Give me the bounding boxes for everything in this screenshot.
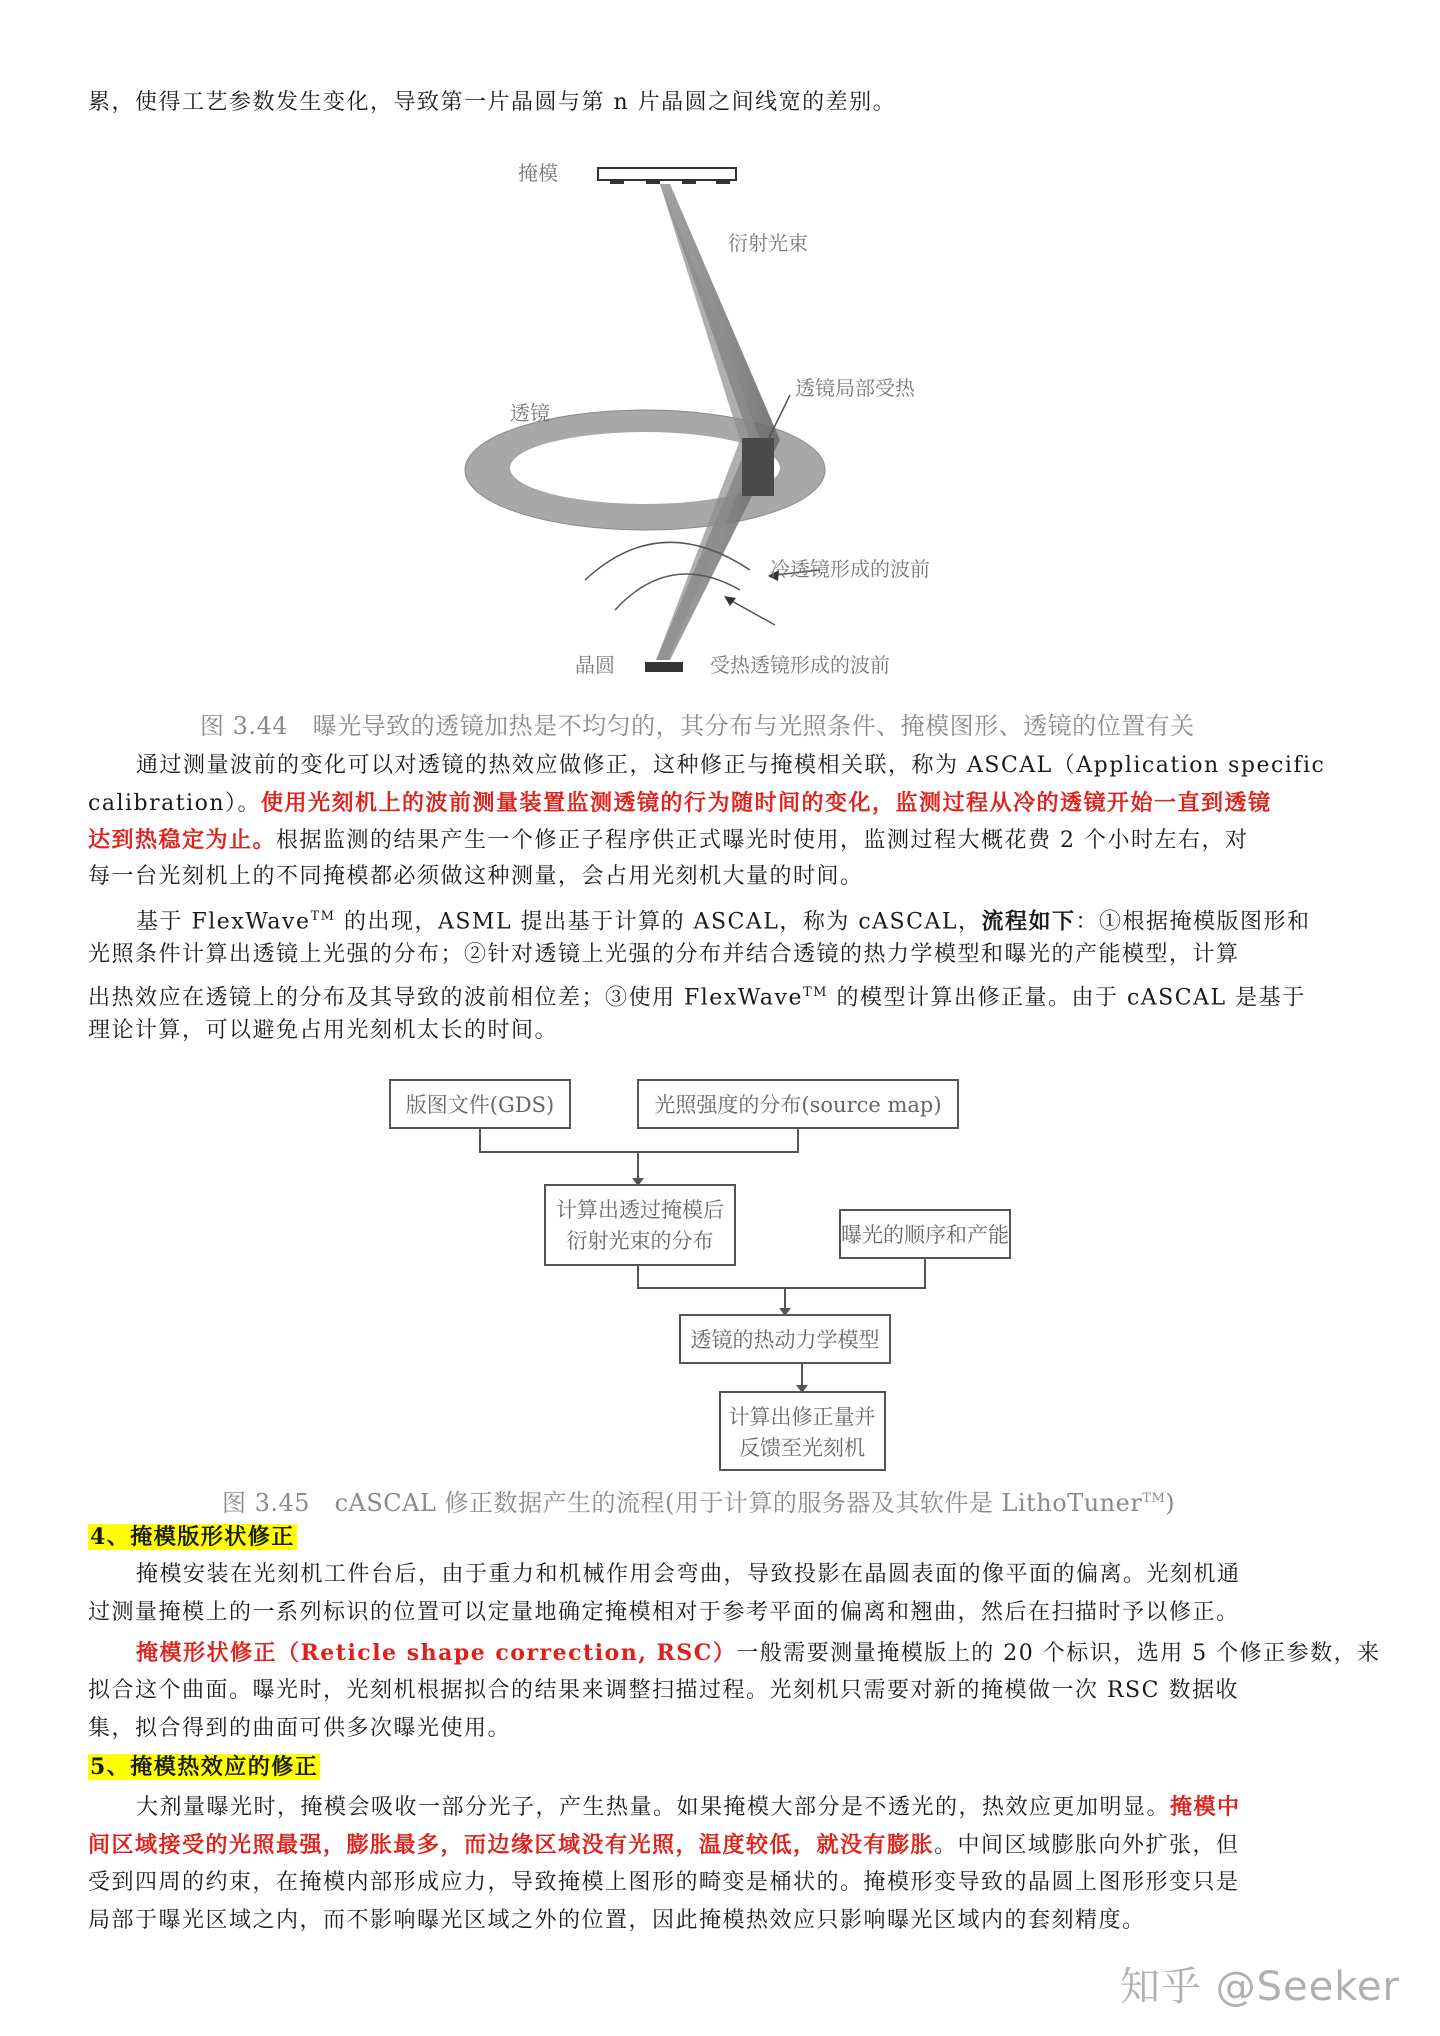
text-line: 拟合这个曲面。曝光时，光刻机根据拟合的结果来调整扫描过程。光刻机只需要对新的掩模做一次 RSC 数据收 [88, 1678, 1239, 1703]
text-line: 光照条件计算出透镜上光强的分布；②针对透镜上光强的分布并结合透镜的热力学模型和曝光的产能模型，计算 [88, 942, 1240, 967]
label-cold-wavefront: 冷透镜形成的波前 [770, 557, 930, 581]
flow-text-feedback-2: 反馈至光刻机 [739, 1436, 865, 1460]
flow-text-thermo: 透镜的热动力学模型 [690, 1328, 880, 1352]
text-line: 集，拟合得到的曲面可供多次曝光使用。 [88, 1716, 512, 1741]
mask-plate [598, 168, 736, 180]
label-diffracted-beam: 衍射光束 [728, 231, 808, 255]
label-lens-local-heating: 透镜局部受热 [795, 376, 915, 400]
label-lens: 透镜 [510, 401, 550, 425]
text-line: 出热效应在透镜上的分布及其导致的波前相位差；③使用 FlexWave™ 的模型计算出修正量。由于 cASCAL 是基于 [88, 985, 1306, 1011]
text-line: 掩模形状修正（Reticle shape correction, RSC）一般需要测量掩模版上的 20 个标识，选用 5 个修正参数，来 [136, 1640, 1381, 1666]
flow-text-calc-2: 衍射光束的分布 [566, 1229, 714, 1253]
watermark: 知乎 @Seeker [1119, 1964, 1400, 2010]
heated-patch [742, 438, 774, 496]
text-line: 基于 FlexWave™ 的出现，ASML 提出基于计算的 ASCAL，称为 cASCAL，流程如下：①根据掩模版图形和 [136, 908, 1311, 935]
text-line: 受到四周的约束，在掩模内部形成应力，导致掩模上图形的畸变是桶状的。掩模形变导致的晶圆上图形形变只是 [88, 1870, 1240, 1895]
figure-cascal-flow [380, 1070, 1009, 1480]
text-line: 间区域接受的光照最强，膨胀最多，而边缘区域没有光照，温度较低，就没有膨胀。中间区域膨胀向外扩张，但 [88, 1832, 1240, 1858]
label-wafer: 晶圆 [575, 653, 615, 677]
text-line: 掩模安装在光刻机工件台后，由于重力和机械作用会弯曲，导致投影在晶圆表面的像平面的偏离。光刻机通 [136, 1562, 1241, 1587]
flow-text-order: 曝光的顺序和产能 [841, 1223, 1009, 1247]
text-line: 理论计算，可以避免占用光刻机太长的时间。 [88, 1018, 559, 1043]
flow-text-source: 光照强度的分布(source map) [654, 1093, 942, 1117]
label-heated-wavefront: 受热透镜形成的波前 [710, 653, 890, 677]
flow-text-calc-1: 计算出透过掩模后 [556, 1198, 724, 1222]
text-line: 累，使得工艺参数发生变化，导致第一片晶圆与第 n 片晶圆之间线宽的差别。 [88, 90, 897, 115]
wafer-block [645, 662, 683, 672]
text-line: calibration）。使用光刻机上的波前测量装置监测透镜的行为随时间的变化，监测过程从冷的透镜开始一直到透镜 [88, 790, 1272, 816]
text-line: 大剂量曝光时，掩模会吸收一部分光子，产生热量。如果掩模大部分是不透光的，热效应更加明显。掩模中 [136, 1794, 1241, 1820]
text-line: 通过测量波前的变化可以对透镜的热效应做修正，这种修正与掩模相关联，称为 ASCAL（Application specific [136, 753, 1326, 778]
flow-text-gds: 版图文件(GDS) [405, 1093, 555, 1117]
label-mask: 掩模 [518, 161, 558, 185]
flow-text-feedback-1: 计算出修正量并 [728, 1405, 876, 1429]
flow-box-calc [545, 1185, 735, 1265]
figure-caption-3-44: 图 3.44 曝光导致的透镜加热是不均匀的，其分布与光照条件、掩模图形、透镜的位置有关 [200, 712, 1195, 740]
figure-lens-heating [470, 150, 970, 690]
text-line: 过测量掩模上的一系列标识的位置可以定量地确定掩模相对于参考平面的偏离和翘曲，然后在扫描时予以修正。 [88, 1600, 1240, 1625]
section-heading-5: 5、掩模热效应的修正 [90, 1754, 319, 1780]
text-line: 局部于曝光区域之内，而不影响曝光区域之外的位置，因此掩模热效应只影响曝光区域内的套刻精度。 [88, 1908, 1146, 1933]
text-line: 每一台光刻机上的不同掩模都必须做这种测量，会占用光刻机大量的时间。 [88, 864, 864, 889]
figure-caption-3-45: 图 3.45 cASCAL 修正数据产生的流程(用于计算的服务器及其软件是 LithoTuner™) [222, 1489, 1176, 1517]
section-heading-4: 4、掩模版形状修正 [90, 1524, 295, 1550]
text-line: 达到热稳定为止。根据监测的结果产生一个修正子程序供正式曝光时使用，监测过程大概花费 2 个小时左右，对 [88, 827, 1249, 853]
